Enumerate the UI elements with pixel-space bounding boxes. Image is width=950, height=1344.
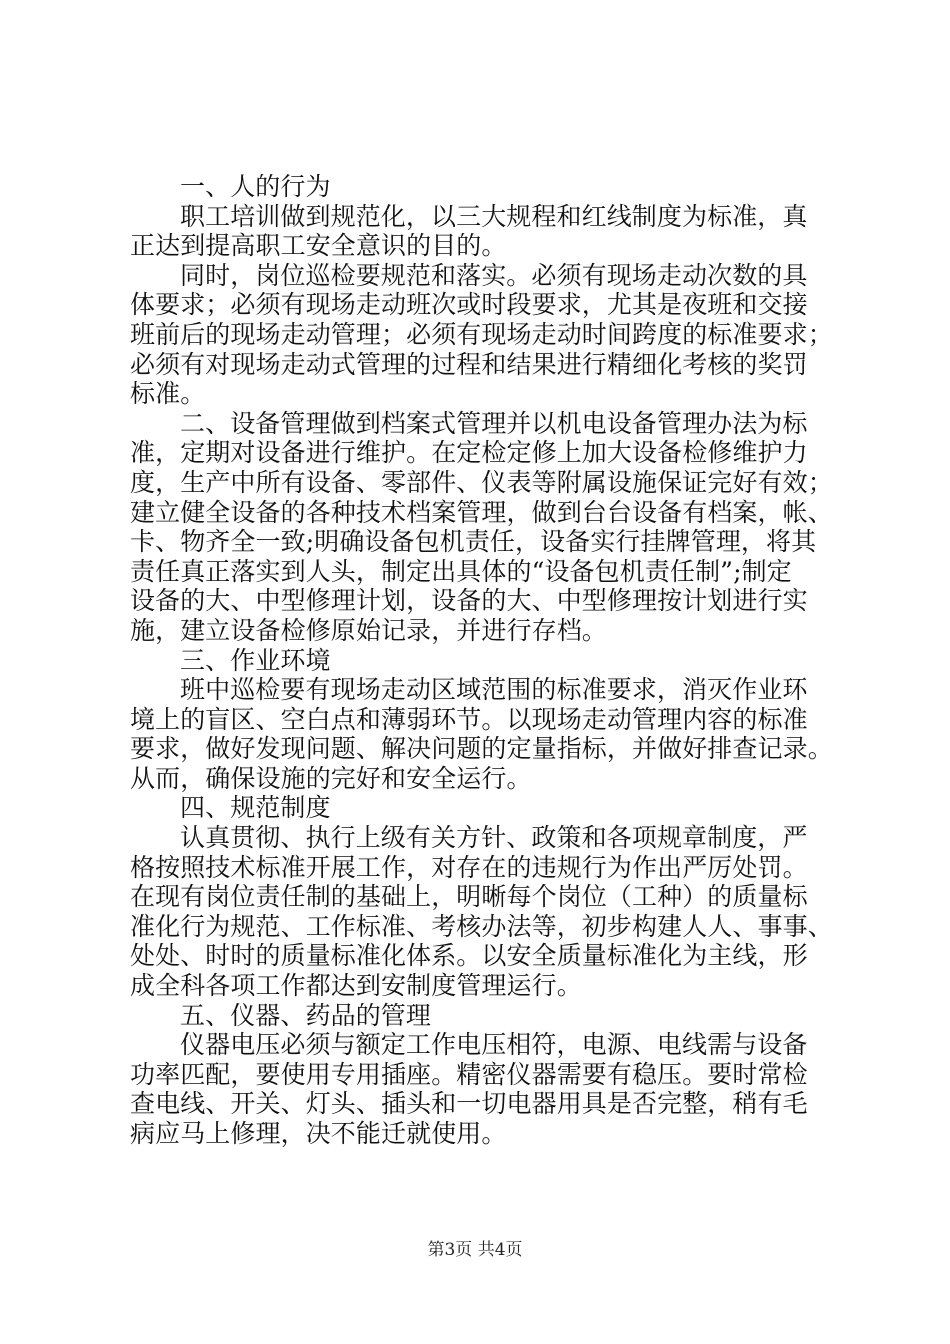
- paragraph-line: 班前后的现场走动管理；必须有现场走动时间跨度的标准要求；: [130, 319, 833, 349]
- paragraph-line: 标准。: [130, 379, 206, 409]
- paragraph-line: 仪器电压必须与额定工作电压相符，电源、电线需与设备: [180, 1030, 808, 1060]
- paragraph-line: 同时，岗位巡检要规范和落实。必须有现场走动次数的具: [180, 260, 808, 290]
- paragraph-line: 责任真正落实到人头，制定出具体的“设备包机责任制”;制定: [130, 556, 792, 586]
- paragraph-line: 病应马上修理，决不能迁就使用。: [130, 1119, 507, 1148]
- paragraph-line: 度，生产中所有设备、零部件、仪表等附属设施保证完好有效；: [130, 467, 833, 497]
- section-heading-1: 一、人的行为: [180, 172, 331, 201]
- section-heading-5: 五、仪器、药品的管理: [180, 1000, 432, 1030]
- document-body: [130, 172, 840, 1149]
- paragraph-line: 准，定期对设备进行维护。在定检定修上加大设备检修维护力: [130, 438, 808, 468]
- paragraph-line: 施，建立设备检修原始记录，并进行存档。: [130, 615, 607, 645]
- section-heading-4: 四、规范制度: [180, 793, 331, 823]
- page-number-footer: 第3页 共4页: [427, 1240, 523, 1260]
- paragraph-line: 从而，确保设施的完好和安全运行。: [130, 763, 532, 793]
- paragraph-line: 必须有对现场走动式管理的过程和结果进行精细化考核的奖罚: [130, 349, 808, 379]
- paragraph-line: 准化行为规范、工作标准、考核办法等，初步构建人人、事事、: [130, 911, 833, 941]
- paragraph-line: 建立健全设备的各种技术档案管理，做到台台设备有档案，帐、: [130, 497, 833, 527]
- paragraph-line: 认真贯彻、执行上级有关方针、政策和各项规章制度，严: [180, 823, 808, 853]
- paragraph-line: 正达到提高职工安全意识的目的。: [130, 231, 507, 261]
- paragraph-line: 处处、时时的质量标准化体系。以安全质量标准化为主线，形: [130, 941, 808, 971]
- paragraph-line: 查电线、开关、灯头、插头和一切电器用具是否完整，稍有毛: [130, 1089, 808, 1119]
- paragraph-line: 格按照技术标准开展工作，对存在的违规行为作出严厉处罚。: [130, 852, 808, 882]
- section-heading-2: 二、设备管理做到档案式管理并以机电设备管理办法为标: [180, 408, 808, 438]
- paragraph-line: 境上的盲区、空白点和薄弱环节。以现场走动管理内容的标准: [130, 704, 808, 734]
- paragraph-line: 功率匹配，要使用专用插座。精密仪器需要有稳压。要时常检: [130, 1059, 808, 1089]
- paragraph-line: 卡、物齐全一致;明确设备包机责任，设备实行挂牌管理，将其: [130, 527, 817, 557]
- paragraph-line: 要求，做好发现问题、解决问题的定量指标，并做好排查记录。: [130, 734, 833, 764]
- paragraph-line: 职工培训做到规范化，以三大规程和红线制度为标准，真: [180, 201, 808, 231]
- paragraph-line: 班中巡检要有现场走动区域范围的标准要求，消灭作业环: [180, 675, 808, 705]
- paragraph-line: 体要求；必须有现场走动班次或时段要求，尤其是夜班和交接: [130, 290, 808, 320]
- paragraph-line: 在现有岗位责任制的基础上，明晰每个岗位（工种）的质量标: [130, 882, 808, 912]
- paragraph-line: 设备的大、中型修理计划，设备的大、中型修理按计划进行实: [130, 586, 808, 616]
- section-heading-3: 三、作业环境: [180, 645, 331, 675]
- paragraph-line: 成全科各项工作都达到安制度管理运行。: [130, 971, 582, 1001]
